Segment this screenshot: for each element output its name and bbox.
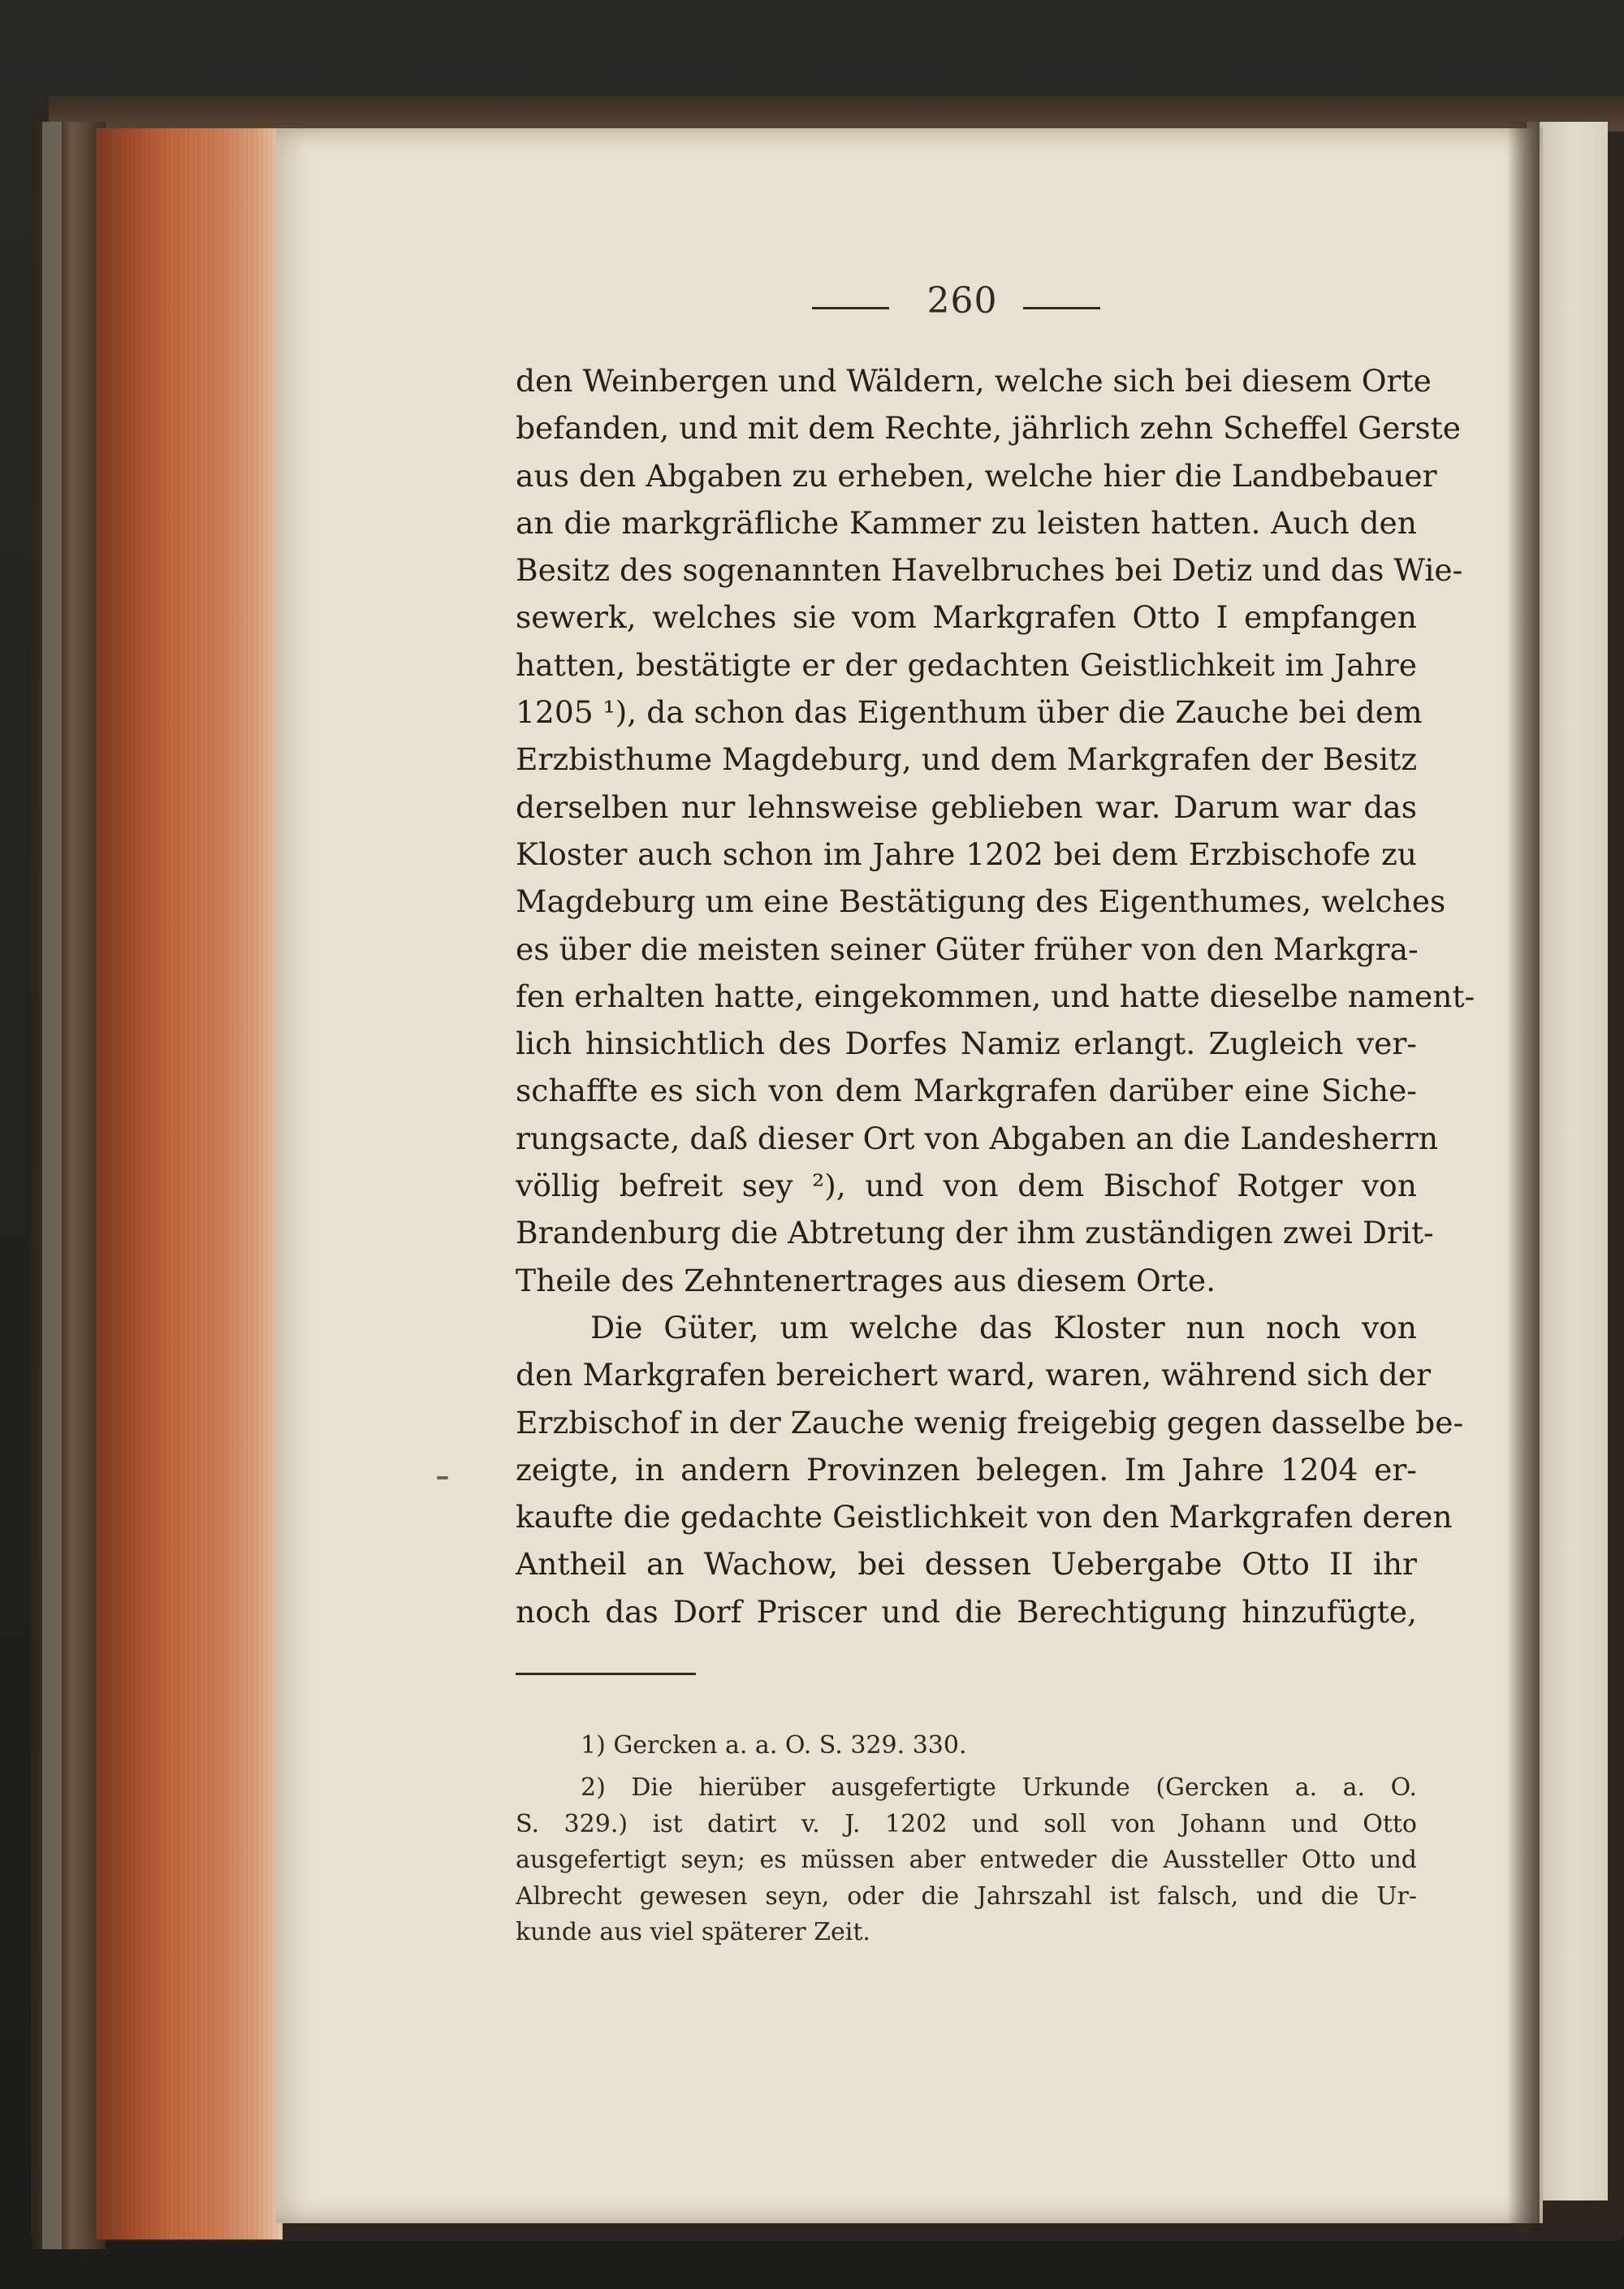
page-gutter — [1507, 122, 1540, 2233]
header-dash-left — [812, 307, 889, 309]
page-stack-lines — [96, 128, 283, 2239]
text-line: sewerk, welches sie vom Markgrafen Otto I empfangen — [516, 599, 1417, 636]
footnote-rule — [516, 1673, 696, 1675]
text-line: derselben nur lehnsweise geblieben war. Darum war das — [516, 788, 1417, 825]
text-line: lich hinsichtlich des Dorfes Namiz erlangt. Zugleich ver- — [516, 1026, 1417, 1062]
text-line: befanden, und mit dem Rechte, jährlich zehn Scheffel Gerste — [516, 410, 1461, 447]
text-line: zeigte, in andern Provinzen belegen. Im Jahre 1204 er- — [516, 1451, 1417, 1488]
header-dash-right — [1023, 307, 1100, 309]
text-line: den Markgrafen bereichert ward, waren, während sich der — [516, 1357, 1432, 1393]
text-line: kaufte die gedachte Geistlichkeit von den Markgrafen deren — [516, 1499, 1453, 1535]
text-line: Erzbischof in der Zauche wenig freigebig gegen dasselbe be- — [516, 1404, 1464, 1440]
text-line: völlig befreit sey ²), und von dem Bischof Rotger von — [516, 1168, 1417, 1204]
footnote-line: 2) Die hierüber ausgefertigte Urkunde (Gercken a. a. O. — [581, 1773, 1417, 1802]
book-spine-highlight — [42, 122, 62, 2249]
text-line: den Weinbergen und Wäldern, welche sich bei diesem Orte — [516, 363, 1432, 399]
footnote-line: S. 329.) ist datirt v. J. 1202 und soll von Johann und Otto — [516, 1809, 1417, 1838]
text-line: Antheil an Wachow, bei dessen Uebergabe Otto II ihr — [516, 1546, 1417, 1583]
text-line: an die markgräfliche Kammer zu leisten hatten. Auch den — [516, 504, 1417, 541]
text-line: Erzbisthume Magdeburg, und dem Markgrafen der Besitz — [516, 741, 1417, 778]
text-line: Theile des Zehntenertrages aus diesem Orte. — [516, 1262, 1216, 1298]
text-line: Die Güter, um welche das Kloster nun noch von — [590, 1309, 1417, 1345]
text-line: noch das Dorf Priscer und die Berechtigung hinzufügte, — [516, 1593, 1417, 1630]
body-text — [516, 357, 1475, 1635]
page-number: 260 — [926, 280, 998, 322]
book-cover-top-edge — [49, 96, 1624, 132]
footnotes — [516, 1721, 1417, 1951]
text-line: Magdeburg um eine Bestätigung des Eigenthumes, welches — [516, 883, 1446, 920]
text-line: 1205 ¹), da schon das Eigenthum über die Zauche bei dem — [516, 694, 1423, 731]
footnote-line: Albrecht gewesen seyn, oder die Jahrszahl ist falsch, und die Ur- — [516, 1881, 1417, 1911]
text-line: fen erhalten hatte, eingekommen, und hatte dieselbe nament- — [516, 978, 1475, 1014]
footnote-line: ausgefertigt seyn; es müssen aber entweder die Aussteller Otto und — [516, 1846, 1417, 1874]
footnote-line: kunde aus viel späterer Zeit. — [516, 1918, 870, 1946]
text-line: schaffte es sich von dem Markgrafen darüber eine Siche- — [516, 1073, 1417, 1109]
page-speck — [437, 1476, 448, 1479]
page-header — [804, 280, 1129, 329]
text-line: aus den Abgaben zu erheben, welche hier die Landbebauer — [516, 457, 1437, 494]
text-line: rungsacte, daß dieser Ort von Abgaben an die Landesherrn — [516, 1120, 1439, 1156]
text-line: Brandenburg die Abtretung der ihm zuständigen zwei Drit- — [516, 1215, 1434, 1251]
text-line: Kloster auch schon im Jahre 1202 bei dem Erzbischofe zu — [516, 836, 1417, 872]
text-line: hatten, bestätigte er der gedachten Geistlichkeit im Jahre — [516, 646, 1417, 683]
text-line: es über die meisten seiner Güter früher von den Markgra- — [516, 931, 1419, 967]
text-line: Besitz des sogenannten Havelbruches bei Detiz und das Wie- — [516, 552, 1463, 589]
footnote-line: 1) Gercken a. a. O. S. 329. 330. — [581, 1731, 967, 1760]
